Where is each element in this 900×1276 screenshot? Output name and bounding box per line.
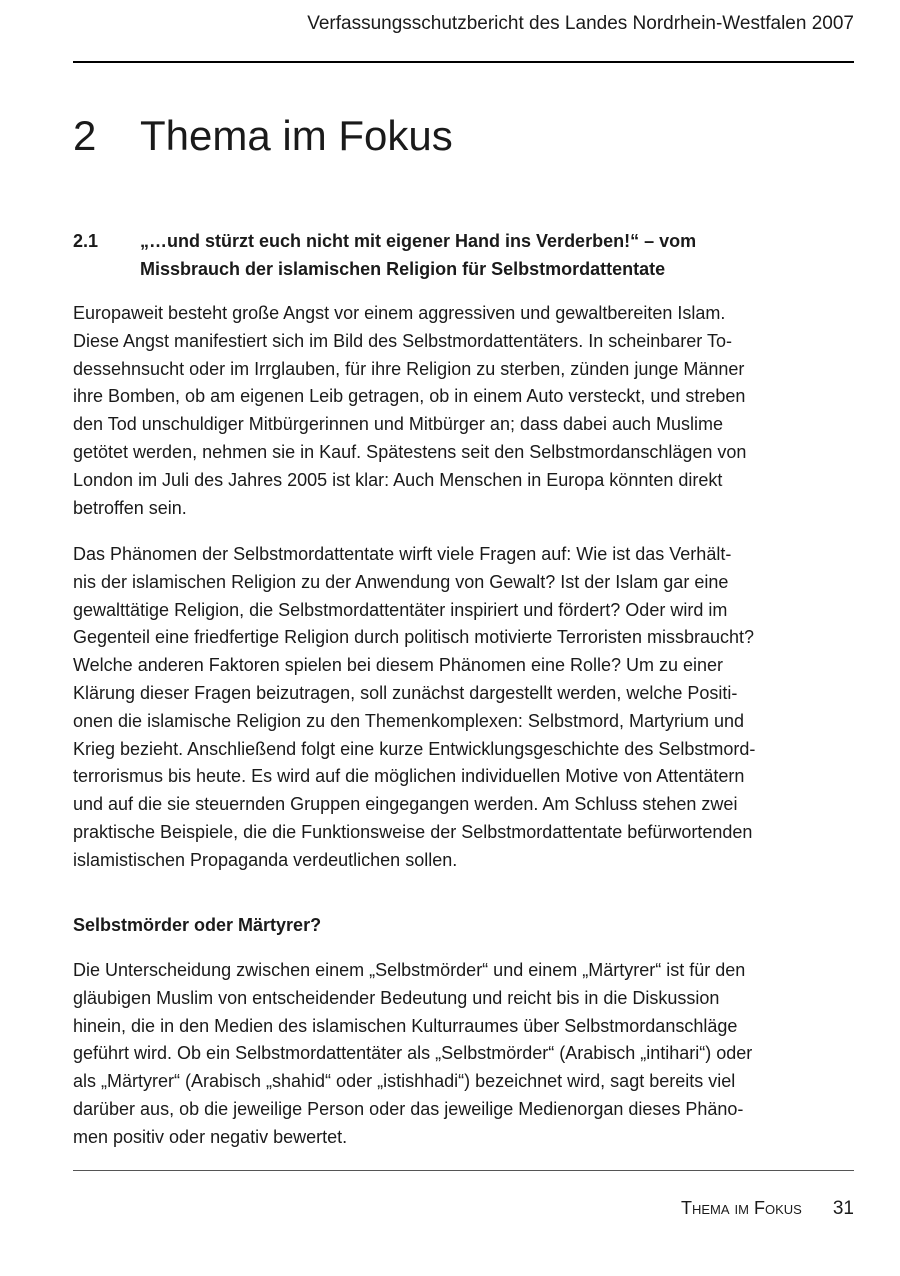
text-line: Gegenteil eine friedfertige Religion durch politisch motivierte Terroristen missbraucht?: [73, 627, 754, 648]
text-line: Welche anderen Faktoren spielen bei diesem Phänomen eine Rolle? Um zu einer: [73, 655, 724, 676]
section-title: [140, 227, 833, 283]
paragraph-intro: [73, 300, 833, 522]
section-title-line: „…und stürzt euch nicht mit eigener Hand ins Verderben!“ – vom: [140, 231, 697, 251]
paragraph-questions: [73, 541, 833, 875]
section-heading: [73, 227, 833, 283]
text-line: Diese Angst manifestiert sich im Bild des Selbstmordattentäters. In scheinbarer To-: [73, 330, 732, 351]
text-line: Europaweit besteht große Angst vor einem aggressiven und gewaltbereiten Islam.: [73, 303, 726, 323]
subheading: Selbstmörder oder Märtyrer?: [73, 915, 322, 935]
text-line: gläubigen Muslim von entscheidender Bedeutung und reicht bis in die Diskussion: [73, 987, 720, 1008]
text-line: dessehnsucht oder im Irrglauben, für ihre Religion zu sterben, zünden junge Männer: [73, 358, 745, 379]
text-line: terrorismus bis heute. Es wird auf die möglichen individuellen Motive von Attentätern: [73, 766, 745, 787]
text-line: gewalttätige Religion, die Selbstmordattentäter inspiriert und fördert? Oder wird im: [73, 599, 728, 620]
text-line: als „Märtyrer“ (Arabisch „shahid“ oder „istishhadi“) bezeichnet wird, sagt bereits viel: [73, 1071, 736, 1092]
text-line: islamistischen Propaganda verdeutlichen sollen.: [73, 849, 458, 870]
running-footer: [681, 1196, 854, 1221]
text-line: Die Unterscheidung zwischen einem „Selbstmörder“ und einem „Märtyrer“ ist für den: [73, 960, 746, 980]
chapter-title: [73, 108, 453, 164]
page-number: 31: [832, 1198, 854, 1219]
text-line: men positiv oder negativ bewertet.: [73, 1126, 348, 1147]
section-title-line: Missbrauch der islamischen Religion für Selbstmordattentate: [140, 259, 666, 279]
text-line: und auf die sie steuernden Gruppen eingegangen werden. Am Schluss stehen zwei: [73, 794, 738, 815]
text-line: ihre Bomben, ob am eigenen Leib getragen, ob in einem Auto versteckt, und streben: [73, 386, 746, 407]
text-line: geführt wird. Ob ein Selbstmordattentäter als „Selbstmörder“ (Arabisch „intihari“) oder: [73, 1043, 753, 1064]
header-divider: [73, 61, 854, 63]
text-line: Das Phänomen der Selbstmordattentate wirft viele Fragen auf: Wie ist das Verhält-: [73, 544, 732, 564]
paragraph-definition: [73, 957, 833, 1152]
text-line: nis der islamischen Religion zu der Anwendung von Gewalt? Ist der Islam gar eine: [73, 571, 729, 592]
text-line: Klärung dieser Fragen beizutragen, soll zunächst dargestellt werden, welche Positi-: [73, 682, 738, 703]
text-line: praktische Beispiele, die die Funktionsweise der Selbstmordattentate befürwortenden: [73, 821, 753, 842]
text-line: getötet werden, nehmen sie in Kauf. Spätestens seit den Selbstmordanschlägen von: [73, 441, 747, 462]
text-line: betroffen sein.: [73, 497, 187, 518]
text-line: darüber aus, ob die jeweilige Person oder das jeweilige Medienorgan dieses Phäno-: [73, 1098, 744, 1119]
chapter-number: 2: [73, 112, 97, 159]
footer-divider: [73, 1170, 854, 1171]
section-number: 2.1: [73, 231, 99, 251]
text-line: den Tod unschuldiger Mitbürgerinnen und Mitbürger an; dass dabei auch Muslime: [73, 414, 724, 435]
text-line: hinein, die in den Medien des islamischen Kulturraumes über Selbstmordanschläge: [73, 1015, 738, 1036]
text-line: London im Juli des Jahres 2005 ist klar: Auch Menschen in Europa könnten direkt: [73, 469, 723, 490]
text-line: onen die islamische Religion zu den Themenkomplexen: Selbstmord, Martyrium und: [73, 710, 745, 731]
footer-chapter-label: Thema im Fokus: [681, 1198, 802, 1218]
text-line: Krieg bezieht. Anschließend folgt eine kurze Entwicklungsgeschichte des Selbstmord-: [73, 738, 756, 759]
running-header: Verfassungsschutzbericht des Landes Nordrhein-Westfalen 2007: [307, 13, 854, 34]
chapter-title-text: Thema im Fokus: [140, 112, 453, 159]
